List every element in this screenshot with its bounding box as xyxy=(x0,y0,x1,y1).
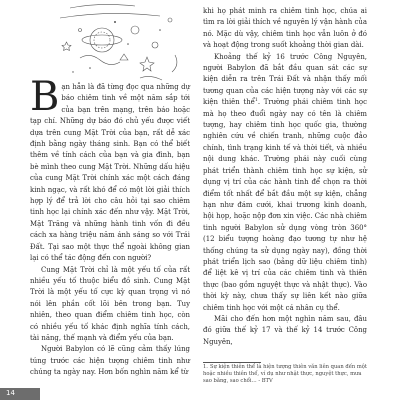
left-column xyxy=(30,74,190,379)
paragraph-thousand-years: Mãi cho đến hơn một nghìn năm sau, đâu đó giữa thế kỷ 17 và thế kỷ 14 trước Công Nguyên, xyxy=(203,314,367,346)
footnote-divider xyxy=(203,362,261,363)
paragraph-continuation: khi họ phát minh ra chiêm tinh học, chúa ai tìm ra lời giải thích về nguyên lý vận hành của nó. Mặc dù vậy, chiêm tinh học vẫn luôn ở đó và hoạt động trong suốt khoảng thời gian dài. xyxy=(203,7,367,50)
dropcap: B xyxy=(30,74,60,120)
paragraph-sun-sign: Cung Mặt Trời chỉ là một yếu tố của rất nhiều yếu tố thuộc biểu đồ sinh. Cung Mặt Trời là một yếu tố cực kỳ quan trọng vì nó nói lên phần cốt lõi bên trong bạn. Tuy nhiên, theo quan điểm chiêm tinh học, còn có nhiều yếu tố khác định nghĩa tính cách, tài năng, thế mạnh và điểm yếu của bạn. xyxy=(30,265,190,342)
footnote-text: Sự kiện thiên thể là hiện tượng thiên văn liên quan đến một hoặc nhiều thiên thể, ví dụ như nhật thực, nguyệt thực, mưa sao băng, sao chổi… - BTV xyxy=(203,364,367,384)
astrology-illustration xyxy=(40,0,195,90)
footnote-marker[interactable]: 1 xyxy=(254,98,258,104)
paragraph-16th-century-start: Khoảng thế kỷ 16 trước Công Nguyên, người Babylon đã bắt đầu quan sát các sự kiện diễn ra trên Trái Đất và nhận thấy mối tương quan của các hiện tượng này với các sự kiện thiên thể xyxy=(203,52,367,107)
paragraph-16th-century-rest: . Trường phái chiêm tinh học mà họ theo đuổi ngày nay có tên là chiêm tượng, hay chiêm tinh học quốc gia, thường nghiên cứu về chiến tranh, những cuộc đảo chính, tình trạng kinh tế và thời tiết, và nhiều nội dung khác. Trường phái này cuối cùng phát triển thành chiêm tinh học sự kiện, sử dụng vị trí của các hành tinh để chọn ra thời điểm tốt nhất để bắt đầu một sự kiện, chẳng hạn như đám cưới, khai trương kinh doanh, hội họp, hoặc nộp đơn xin việc. Các nhà chiêm tinh người Babylon sử dụng vòng tròn 360° (12 biểu tượng hoàng đạo tương tự như hệ thống chúng ta sử dụng ngày nay), đồng thời phát triển lịch sao (bảng dữ liệu chiêm tinh) để liệt kê vị trí của các chiêm tinh và thiên thực (bao gồm nguyệt thực và nhật thực). Vào thời kỳ này, chưa thấy sự liên kết nào giữa chiêm tinh học với một cá nhân cụ thể. xyxy=(203,98,367,312)
page-number: 14 xyxy=(6,389,15,397)
paragraph-16th-century xyxy=(203,52,367,314)
paragraph-babylon: Người Babylon có lẽ cũng cảm thấy lúng túng trước các hiện tượng chiêm tinh như chúng ta ngày nay. Hơn bốn nghìn năm kể từ xyxy=(30,345,190,377)
intro-text: ạn hẳn là đã từng đọc qua những dự báo chiêm tinh về một năm sắp tới của bạn trên mạng, trên báo hoặc tạp chí. Những dự báo đó chủ yếu được viết dựa trên cung Mặt Trời của bạn, rất dễ xác định bằng ngày tháng sinh. Bạn có thể biết thêm về tính cách của bạn và gia đình, bạn bè mình theo cung Mặt Trời. Những dấu hiệu của cung Mặt Trời chính xác một cách đáng kinh ngạc, và rất khó để có một lời giải thích hợp lý để trả lời cho câu hỏi tại sao chiêm tinh học lại chính xác đến như vậy. Mặt Trời, Mặt Trăng và những hành tinh vốn đi đều cách xa hàng triệu năm ánh sáng so với Trái Đất. Tại sao một thực thể ngoài không gian lại có thể tác động đến con người? xyxy=(30,83,190,263)
intro-paragraph xyxy=(30,74,190,265)
footnote xyxy=(203,364,367,385)
footnote-number: 1. xyxy=(203,364,208,370)
right-column xyxy=(203,6,367,348)
